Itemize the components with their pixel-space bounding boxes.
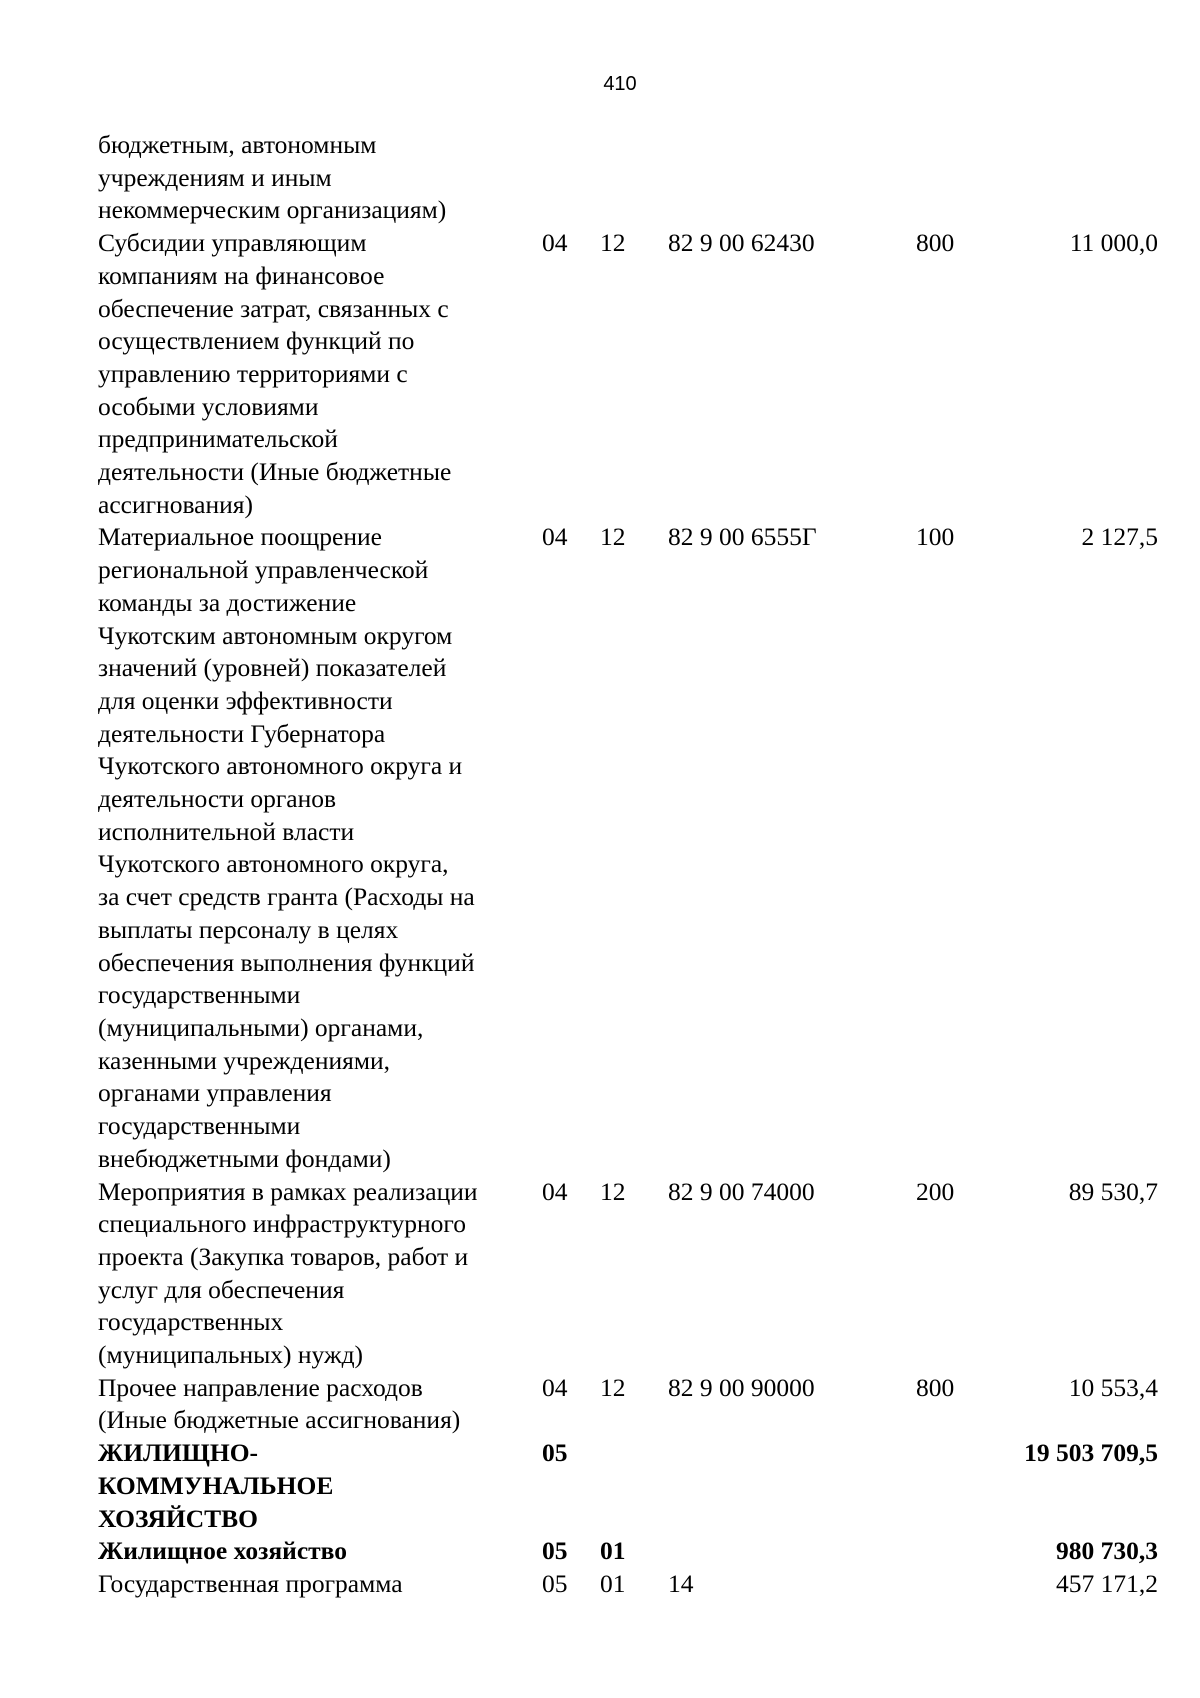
row-description: бюджетным, автономным учреждениям и иным некоммерческим организациям) — [98, 130, 447, 225]
row-description: Субсидии управляющим компаниям на финансовое обеспечение затрат, связанных с осуществлением функций по управлению территориями с особыми условиями предпринимательской деятельности (Иные бюджетные ассигнования) — [98, 228, 452, 519]
row-section: 05 — [542, 1568, 568, 1598]
row-amount: 2 127,5 — [1081, 522, 1158, 552]
row-expense-type: 200 — [916, 1176, 955, 1206]
table-row — [98, 1176, 1158, 1372]
budget-table-body — [98, 129, 1158, 1601]
row-target-article: 82 9 00 62430 — [668, 228, 815, 258]
row-section: 05 — [542, 1536, 568, 1566]
row-expense-type — [916, 1568, 1022, 1601]
row-expense-type — [916, 1437, 1022, 1535]
row-target-article: 82 9 00 74000 — [668, 1176, 815, 1206]
row-target-article: 82 9 00 90000 — [668, 1372, 815, 1402]
table-row — [98, 1437, 1158, 1535]
row-subsection: 01 — [600, 1536, 626, 1566]
table-row — [98, 129, 1158, 227]
row-expense-type — [916, 129, 1022, 227]
page-number: 410 — [603, 73, 637, 95]
table-row — [98, 1372, 1158, 1437]
table-row — [98, 227, 1158, 521]
row-description: Материальное поощрение региональной управленческой команды за достижение Чукотским автономным округом значений (уровней) показателей для оценки эффективности деятельности Губернатора Чукотского автономного округа и деятельности органов исполнительной власти Чукотского автономного округа, за счет средств гранта (Расходы на выплаты персоналу в целях обеспечения выполнения функций государственными (муниципальными) органами, казенными учреждениями, органами управления государственными внебюджетными фондами) — [98, 522, 475, 1173]
row-subsection: 12 — [600, 1372, 626, 1402]
row-amount: 457 171,2 — [1056, 1568, 1158, 1598]
row-amount: 980 730,3 — [1056, 1536, 1158, 1566]
row-subsection — [600, 1437, 668, 1535]
row-expense-type — [916, 1535, 1022, 1568]
row-section: 05 — [542, 1438, 568, 1468]
row-subsection: 12 — [600, 1176, 626, 1206]
row-subsection: 12 — [600, 522, 626, 552]
row-section: 04 — [542, 228, 568, 258]
row-expense-type: 800 — [916, 1372, 955, 1402]
row-section: 04 — [542, 522, 568, 552]
row-target-article — [668, 129, 916, 227]
row-subsection: 12 — [600, 228, 626, 258]
table-row — [98, 521, 1158, 1175]
row-amount — [1022, 129, 1158, 227]
row-section: 04 — [542, 1176, 568, 1206]
row-description: Мероприятия в рамках реализации специального инфраструктурного проекта (Закупка товаров, работ и услуг для обеспечения государственных (муниципальных) нужд) — [98, 1176, 478, 1370]
table-row — [98, 1535, 1158, 1568]
row-description: Государственная программа — [98, 1568, 403, 1598]
row-amount: 10 553,4 — [1068, 1372, 1158, 1402]
row-subsection: 01 — [600, 1568, 626, 1598]
row-description: Жилищное хозяйство — [98, 1536, 348, 1566]
row-description: Прочее направление расходов (Иные бюджетные ассигнования) — [98, 1372, 461, 1435]
row-expense-type: 100 — [916, 522, 955, 552]
row-target-article — [668, 1535, 916, 1568]
table-row — [98, 1568, 1158, 1601]
row-section — [542, 129, 600, 227]
row-target-article — [668, 1437, 916, 1535]
row-target-article: 14 — [668, 1568, 694, 1598]
row-section: 04 — [542, 1372, 568, 1402]
row-amount: 11 000,0 — [1069, 228, 1158, 258]
budget-table — [98, 129, 1158, 1601]
row-target-article: 82 9 00 6555Г — [668, 522, 817, 552]
row-amount: 89 530,7 — [1068, 1176, 1158, 1206]
row-subsection — [600, 129, 668, 227]
row-amount: 19 503 709,5 — [1024, 1438, 1158, 1468]
row-description: ЖИЛИЩНО- КОММУНАЛЬНОЕ ХОЗЯЙСТВО — [98, 1438, 334, 1533]
row-expense-type: 800 — [916, 228, 955, 258]
